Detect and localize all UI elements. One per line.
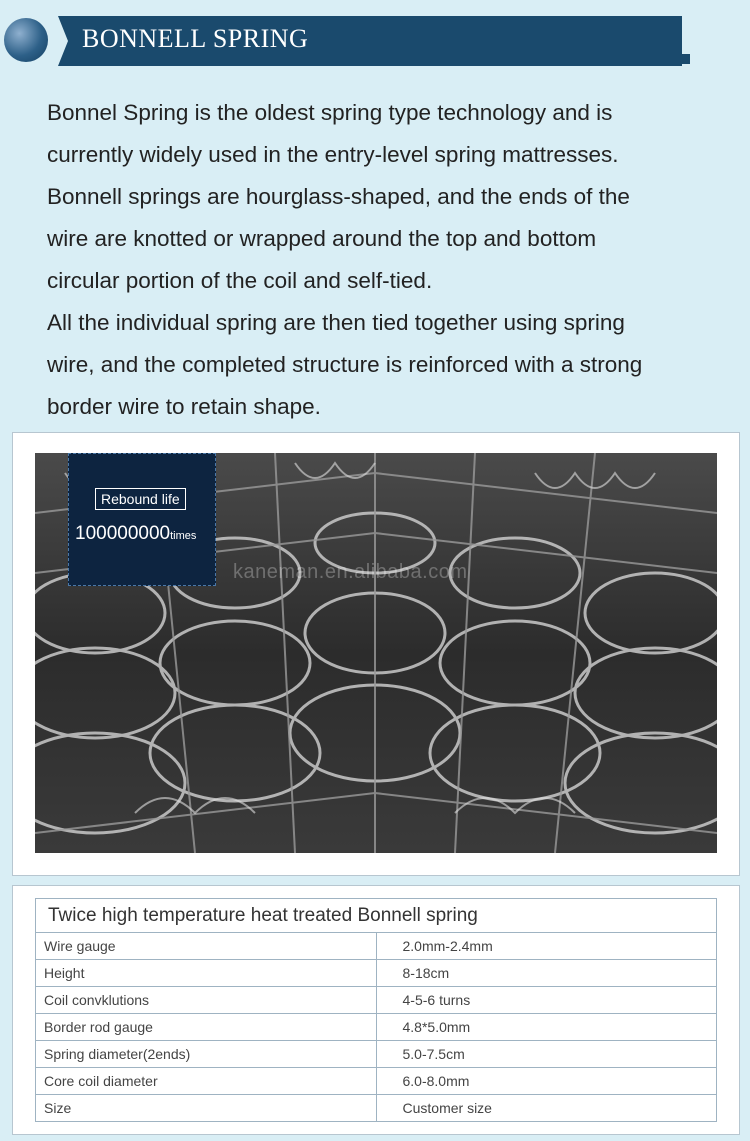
spec-key: Coil convklutions [36, 987, 377, 1014]
table-row [36, 1068, 717, 1095]
spec-value: 5.0-7.5cm [376, 1041, 717, 1068]
spec-value: 6.0-8.0mm [376, 1068, 717, 1095]
section-header [0, 0, 750, 80]
spec-key: Core coil diameter [36, 1068, 377, 1095]
spec-title: Twice high temperature heat treated Bonnell spring [36, 899, 717, 933]
spec-frame [12, 885, 740, 1135]
table-row [36, 1014, 717, 1041]
spec-table [35, 898, 717, 1122]
intro-paragraph-2: All the individual spring are then tied together using spring wire, and the completed structure is reinforced with a strong border wire to retain shape. [47, 310, 643, 419]
table-row [36, 960, 717, 987]
rebound-life-badge [68, 453, 216, 586]
spec-value: Customer size [376, 1095, 717, 1122]
intro-text [47, 92, 727, 428]
rebound-life-value: 100000000times [75, 523, 197, 544]
spec-key: Height [36, 960, 377, 987]
table-row [36, 1095, 717, 1122]
table-row [36, 1041, 717, 1068]
header-chevron-decoration [58, 16, 68, 66]
watermark-text: kaneman.en.alibaba.com [233, 561, 468, 583]
page-title: BONNELL SPRING [82, 24, 309, 53]
photo-frame [12, 432, 740, 876]
spec-key: Size [36, 1095, 377, 1122]
spec-value: 4.8*5.0mm [376, 1014, 717, 1041]
intro-paragraph-1: Bonnel Spring is the oldest spring type technology and is currently widely used in the entry-level spring mattresses. Bonnell springs are hourglass-shaped, and the ends of the wire are knotted or wrapped around the top and bottom circular portion of the coil and self-tied. [47, 100, 630, 293]
spec-key: Border rod gauge [36, 1014, 377, 1041]
spec-value: 4-5-6 turns [376, 987, 717, 1014]
bonnell-spring-photo [35, 453, 717, 853]
table-row [36, 933, 717, 960]
spec-value: 8-18cm [376, 960, 717, 987]
spec-key: Wire gauge [36, 933, 377, 960]
table-row [36, 987, 717, 1014]
spec-key: Spring diameter(2ends) [36, 1041, 377, 1068]
rebound-life-label: Rebound life [95, 488, 186, 510]
spec-value: 2.0mm-2.4mm [376, 933, 717, 960]
sphere-icon [4, 18, 48, 62]
spec-title-row [36, 899, 717, 933]
